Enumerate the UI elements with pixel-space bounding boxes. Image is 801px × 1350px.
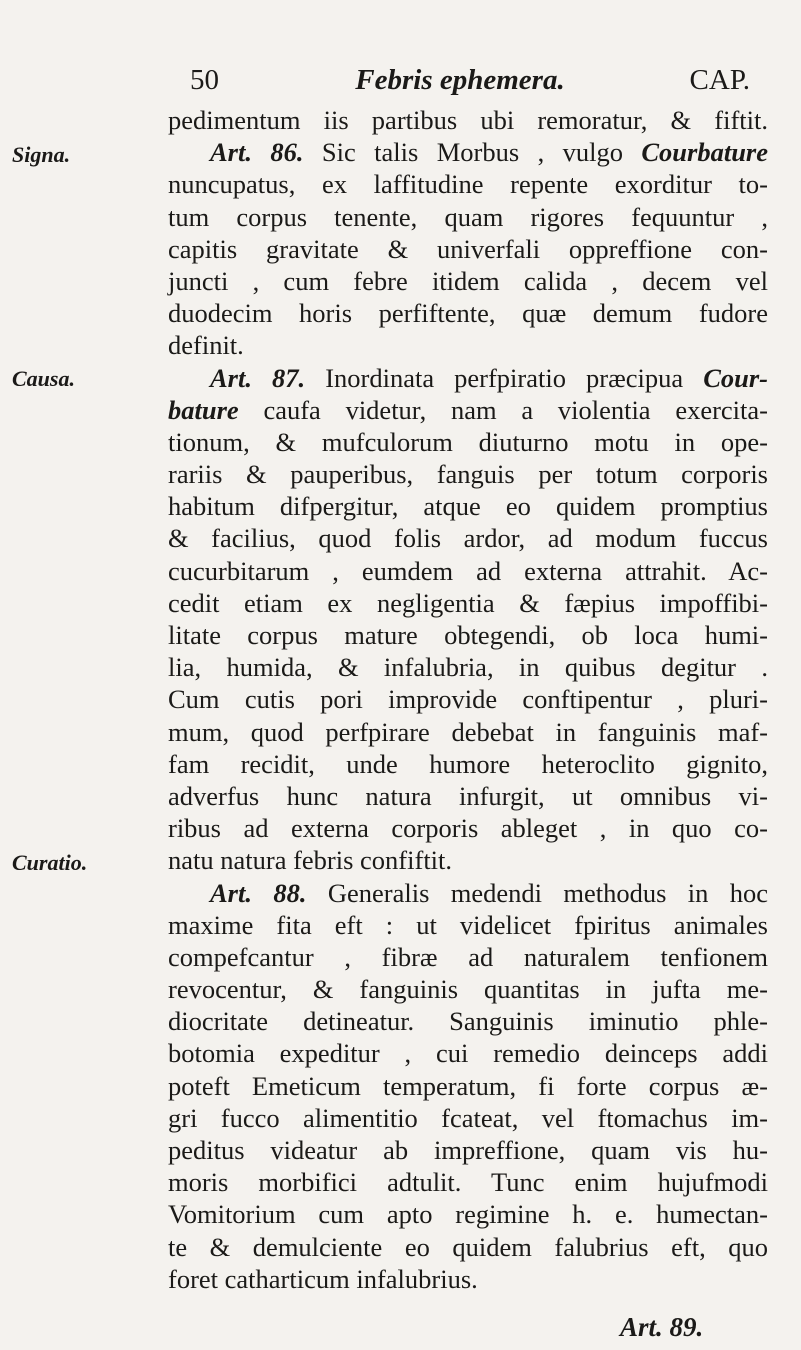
text-line: pedimentum iis partibus ubi remoratur, & fiftit. — [168, 105, 768, 135]
text-line: habitum difpergitur, atque eo quidem promptius — [168, 491, 768, 522]
text-line: tum corpus tenente, quam rigores fequuntur , — [168, 201, 768, 232]
text-line: gri fucco alimentitio fcateat, vel ftomachus im- — [168, 1102, 768, 1133]
article-87-term-cont: bature — [168, 394, 239, 425]
text-line: litate corpus mature obtegendi, ob loca humi- — [168, 620, 768, 650]
article-87-number: Art. 87. — [210, 362, 306, 393]
text-line: maxime fita eft : ut videlicet fpiritus animales — [168, 909, 768, 940]
text-fragment: Sic talis Morbus , vulgo — [321, 137, 623, 168]
margin-note-signa: Signa. — [12, 142, 71, 167]
text-line: capitis gravitate & univerfali oppreffione con- — [168, 233, 768, 264]
text-line: fam recidit, unde humore heteroclito gignito, — [168, 748, 768, 779]
text-line — [168, 394, 768, 426]
text-line: natu natura febris confiftit. — [168, 845, 453, 876]
text-line: poteft Emeticum temperatum, fi forte corpus æ- — [168, 1070, 768, 1101]
text-line: adverfus hunc natura infurgit, ut omnibus vi- — [168, 780, 768, 811]
text-line: duodecim horis perfiftente, quæ demum fudore — [168, 298, 768, 329]
running-head — [190, 64, 750, 98]
article-88-number: Art. 88. — [210, 877, 307, 908]
margin-note-curatio: Curatio. — [12, 850, 88, 875]
text-fragment: Inordinata perfpiratio præcipua — [325, 362, 684, 393]
text-line: juncti , cum febre itidem calida , decem vel — [168, 265, 768, 296]
text-line: peditus videatur ab impreffione, quam vis hu- — [168, 1135, 768, 1165]
text-line: Vomitorium cum apto regimine h. e. humectan- — [168, 1199, 768, 1230]
body-text — [168, 104, 768, 1295]
text-line: botomia expeditur , cui remedio deinceps addi — [168, 1038, 768, 1069]
text-line: te & demulciente eo quidem falubrius eft, quo — [168, 1231, 768, 1262]
text-line: mum, quod perfpirare debebat in fanguinis maf- — [168, 716, 768, 747]
text-line: tionum, & mufculorum diuturno motu in ope- — [168, 426, 768, 457]
text-line: foret catharticum infalubrius. — [168, 1263, 478, 1294]
text-line: diocritate detineatur. Sanguinis iminutio phle- — [168, 1006, 768, 1037]
text-fragment: caufa videtur, nam a violentia exercita- — [263, 394, 768, 425]
text-line: revocentur, & fanguinis quantitas in jufta me- — [168, 974, 768, 1005]
text-line: definit. — [168, 330, 244, 361]
running-title: Febris ephemera. — [355, 64, 565, 96]
catchword: Art. 89. — [620, 1312, 704, 1342]
text-line: ribus ad externa corporis ableget , in quo co- — [168, 813, 768, 844]
text-fragment: Generalis medendi methodus in hoc — [327, 877, 769, 908]
chapter-label: CAP. — [689, 64, 750, 96]
text-line — [168, 877, 768, 909]
article-86-term: Courbature — [641, 137, 769, 168]
text-line — [168, 136, 768, 168]
text-line: moris morbifici adtulit. Tunc enim hujufmodi — [168, 1167, 768, 1198]
text-line: nuncupatus, ex laffitudine repente exorditur to- — [168, 169, 768, 200]
text-line — [168, 362, 768, 394]
margin-note-causa: Causa. — [12, 366, 75, 391]
article-87-term: Cour- — [703, 362, 769, 393]
text-line: cucurbitarum , eumdem ad externa attrahit. Ac- — [168, 555, 768, 586]
text-line: rariis & pauperibus, fanguis per totum corporis — [168, 459, 768, 490]
text-line: Cum cutis pori improvide conftipentur , pluri- — [168, 684, 768, 715]
article-86-number: Art. 86. — [210, 137, 304, 168]
text-line: lia, humida, & infalubria, in quibus degitur . — [168, 652, 768, 683]
text-line: cedit etiam ex negligentia & fæpius impoffibi- — [168, 587, 768, 618]
text-line: compefcantur , fibræ ad naturalem tenfionem — [168, 941, 768, 972]
text-line: & facilius, quod folis ardor, ad modum fuccus — [168, 523, 768, 554]
page-number: 50 — [190, 64, 219, 96]
